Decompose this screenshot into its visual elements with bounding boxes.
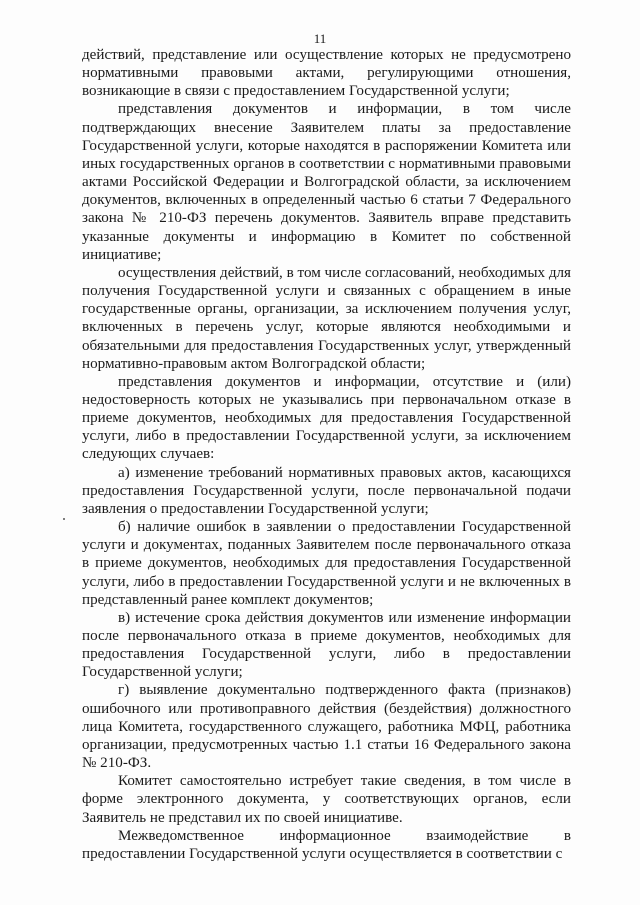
document-body xyxy=(82,46,571,863)
scan-mark xyxy=(63,518,65,520)
paragraph-continuation: действий, представление или осуществление которых не предусмотрено нормативными правовыми актами, регулирующими отношения, возникающие в связи с предоставлением Государственной услуги; xyxy=(82,47,571,100)
paragraph-documents-payment: представления документов и информации, в том числе подтверждающих внесение Заявителем платы за предоставление Государственной услуги, которые находятся в распоряжении Комитета или иных государственных органов в соответствии с нормативными правовыми актами Российской Федерации и Волгоградской области, за исключением документов, включенных в определенный частью 6 статьи 7 Федерального закона № 210-ФЗ перечень документов. Заявитель вправе представить указанные документы и информацию в Комитет по собственной инициативе; xyxy=(82,101,571,263)
page-number: 11 xyxy=(313,31,327,46)
paragraph-missing-documents: представления документов и информации, отсутствие и (или) недостоверность которых не указывались при первоначальном отказе в приеме документов, необходимых для предоставления Государственной услуги, либо в предоставлении Государственной услуги, за исключением следующих случаев: xyxy=(82,373,571,463)
paragraph-interagency: Межведомственное информационное взаимодействие в предоставлении Государственной услуги осуществляется в соответствии с xyxy=(82,827,571,862)
list-item-v: в) истечение срока действия документов или изменение информации после первоначального отказа в приеме документов, необходимых для предоставления Государственной услуги, либо в предоставлении Государственной услуги; xyxy=(82,609,571,681)
paragraph-committee-requests: Комитет самостоятельно истребует такие сведения, в том числе в форме электронного документа, у соответствующих органов, если Заявитель не представил их по своей инициативе. xyxy=(82,773,571,826)
paragraph-actions-approvals: осуществления действий, в том числе согласований, необходимых для получения Государственной услуги и связанных с обращением в иные государственные органы, организации, за исключением получения услуг, включенных в перечень услуг, которые являются необходимыми и обязательными для предоставления Государственных услуг, утвержденный нормативно-правовым актом Волгоградской области; xyxy=(82,264,571,372)
list-item-a: а) изменение требований нормативных правовых актов, касающихся предоставления Государственной услуги, после первоначальной подачи заявления о предоставлении Государственной услуги; xyxy=(82,464,571,517)
list-item-b: б) наличие ошибок в заявлении о предоставлении Государственной услуги и документах, поданных Заявителем после первоначального отказа в приеме документов, необходимых для предоставления Государственной услуги, либо в предоставлении Государственной услуги и не включенных в представленный ранее комплект документов; xyxy=(82,519,571,608)
list-item-g: г) выявление документально подтвержденного факта (признаков) ошибочного или противоправного действия (бездействия) должностного лица Комитета, государственного служащего, работника МФЦ, работника организации, предусмотренных частью 1.1 статьи 16 Федерального закона № 210-ФЗ. xyxy=(82,682,571,772)
